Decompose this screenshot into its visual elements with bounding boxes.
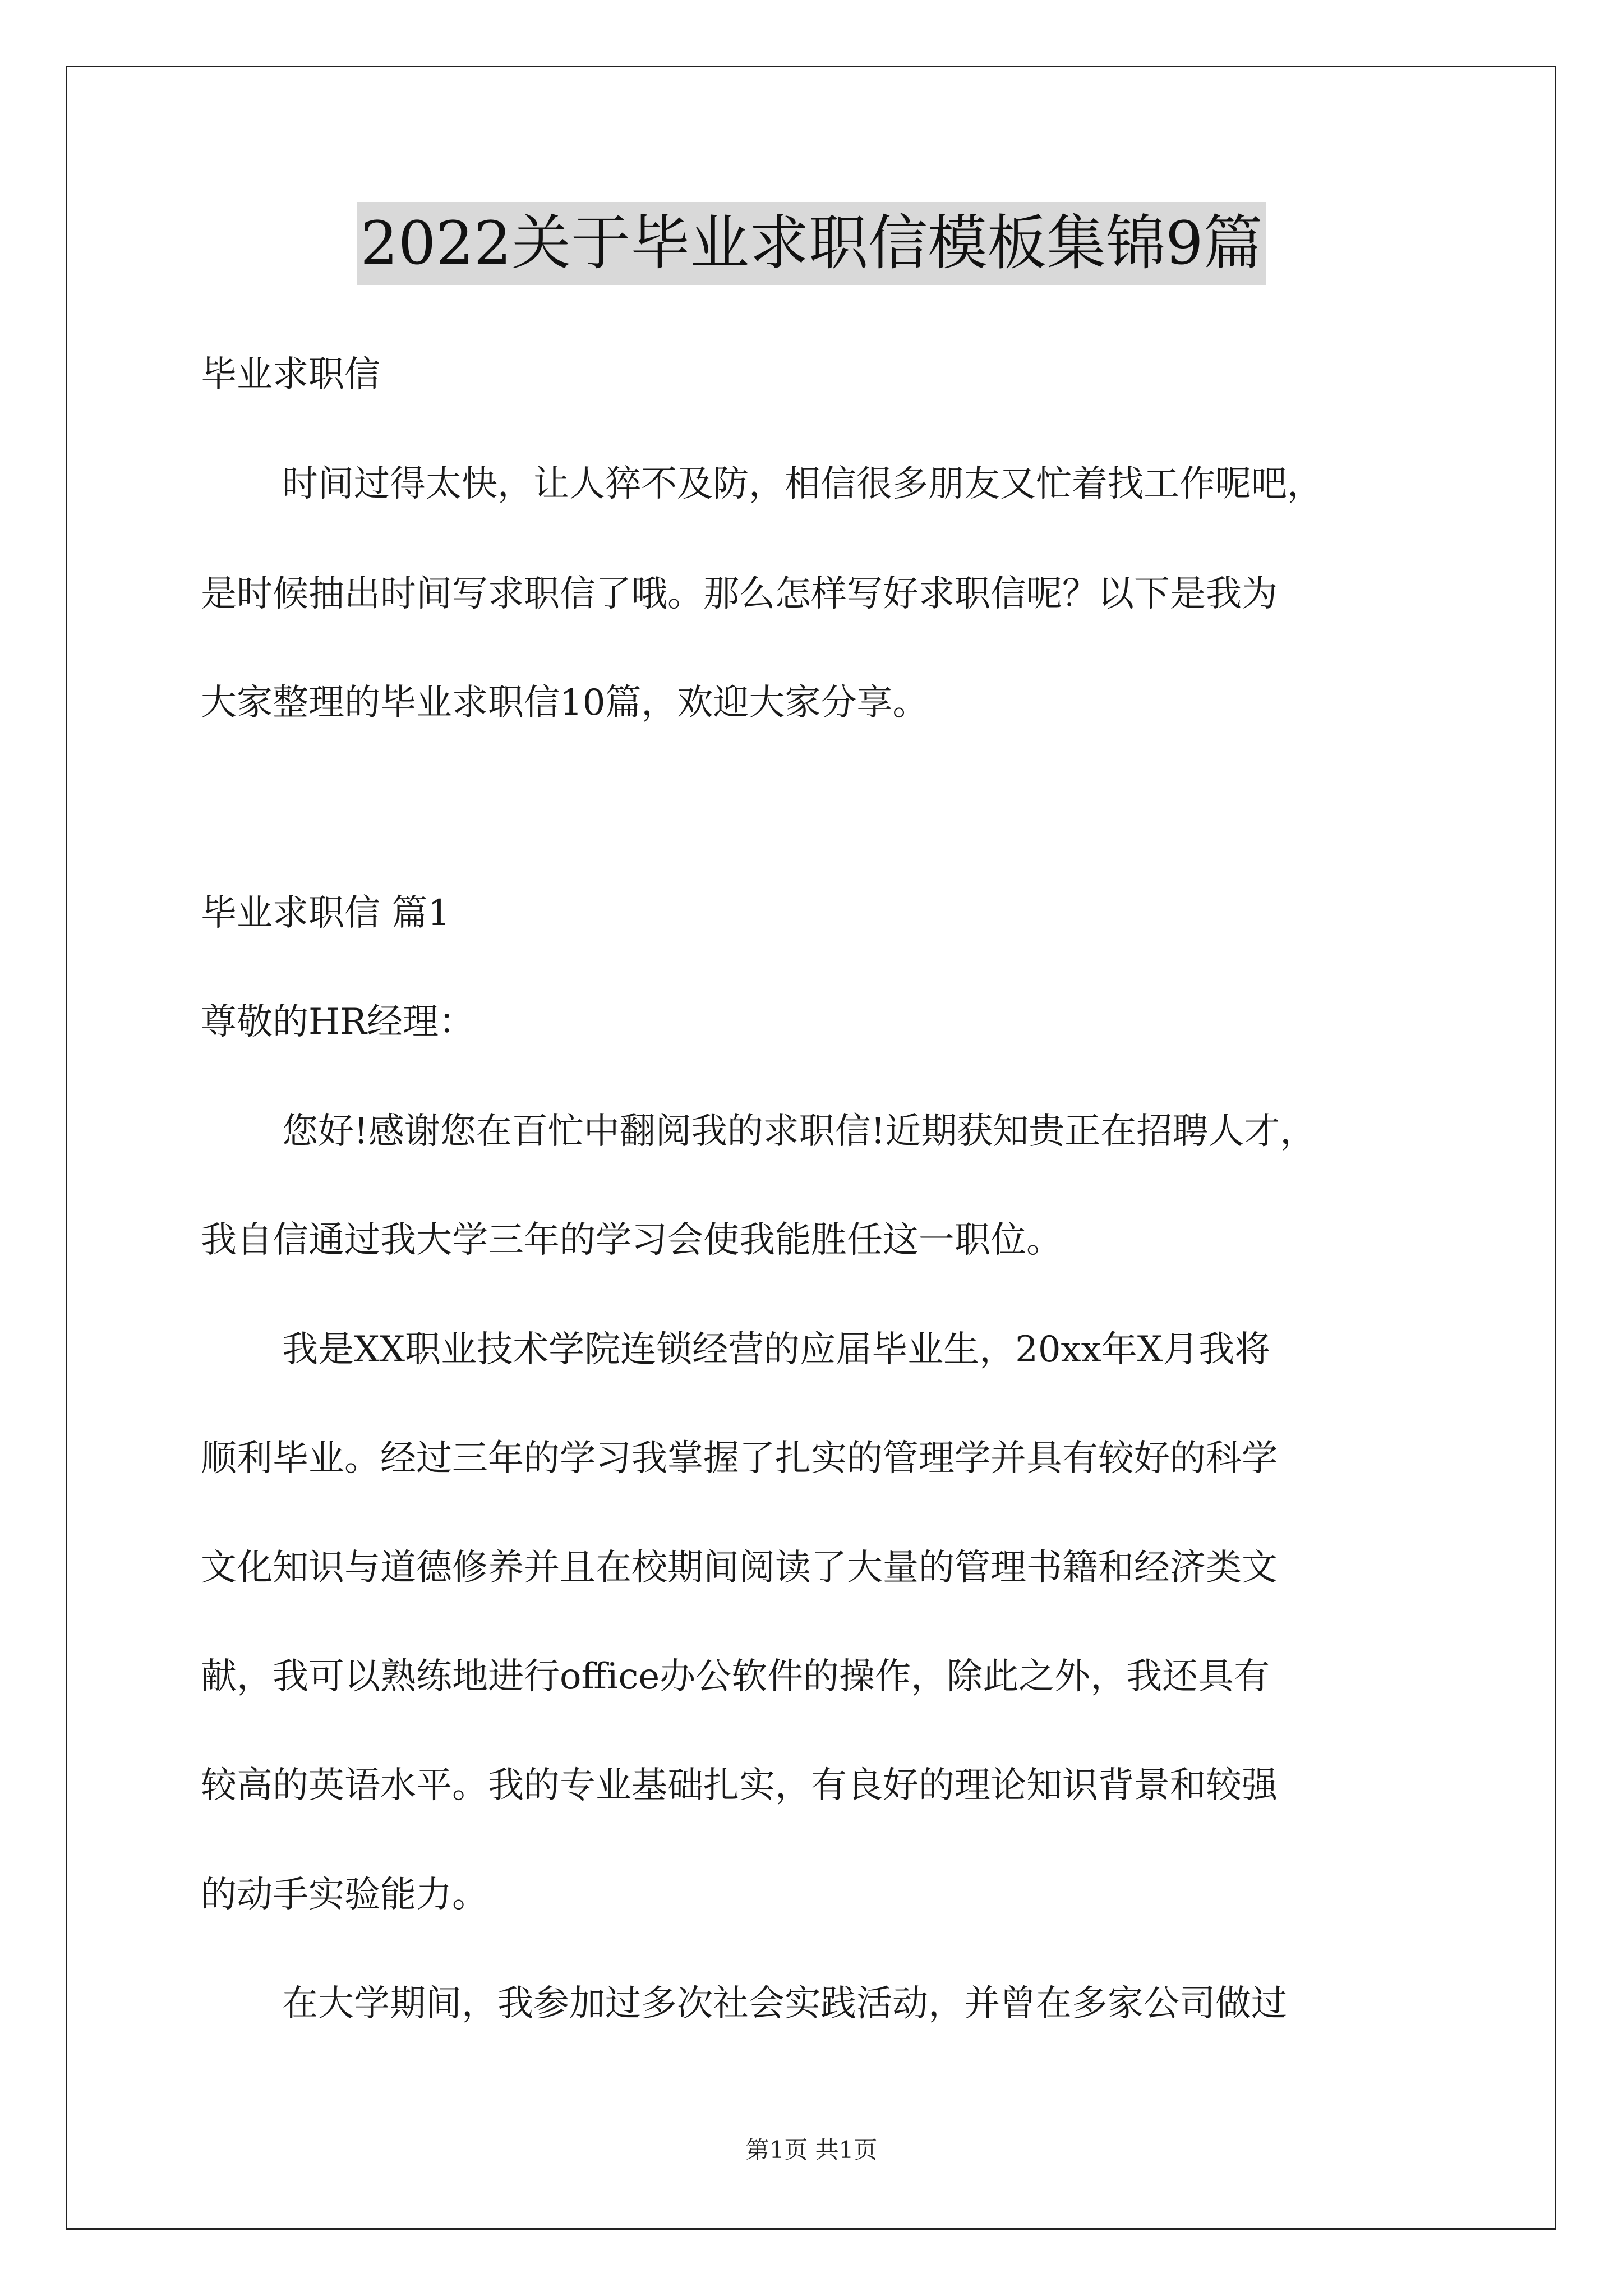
body-paragraph-line: 献，我可以熟练地进行office办公软件的操作，除此之外，我还具有 <box>201 1656 1270 1697</box>
title-container <box>0 202 1623 285</box>
body-paragraph-line: 较高的英语水平。我的专业基础扎实，有良好的理论知识背景和较强 <box>201 1765 1278 1806</box>
body-paragraph-line: 在大学期间，我参加过多次社会实践活动，并曾在多家公司做过 <box>282 1983 1287 2024</box>
intro-paragraph-line: 是时候抽出时间写求职信了哦。那么怎样写好求职信呢？以下是我为 <box>201 573 1278 615</box>
body-paragraph-line: 我自信通过我大学三年的学习会使我能胜任这一职位。 <box>201 1220 1062 1261</box>
section-heading: 毕业求职信 <box>201 354 380 395</box>
intro-paragraph-line: 时间过得太快，让人猝不及防，相信很多朋友又忙着找工作呢吧， <box>282 463 1323 505</box>
body-paragraph-line: 的动手实验能力。 <box>201 1874 488 1916</box>
body-paragraph-line: 您好!感谢您在百忙中翻阅我的求职信!近期获知贵正在招聘人才， <box>282 1111 1316 1152</box>
body-paragraph-line: 我是XX职业技术学院连锁经营的应届毕业生，20xx年X月我将 <box>282 1329 1271 1370</box>
body-paragraph-line: 顺利毕业。经过三年的学习我掌握了扎实的管理学并具有较好的科学 <box>201 1438 1278 1479</box>
intro-paragraph-line: 大家整理的毕业求职信10篇，欢迎大家分享。 <box>201 682 929 724</box>
page-number-footer: 第1页 共1页 <box>745 2136 878 2164</box>
body-paragraph-line: 文化知识与道德修养并且在校期间阅读了大量的管理书籍和经济类文 <box>201 1547 1278 1589</box>
document-title: 2022关于毕业求职信模板集锦9篇 <box>357 202 1266 285</box>
subsection-heading: 毕业求职信 篇1 <box>201 892 451 934</box>
salutation: 尊敬的HR经理： <box>201 1001 474 1043</box>
